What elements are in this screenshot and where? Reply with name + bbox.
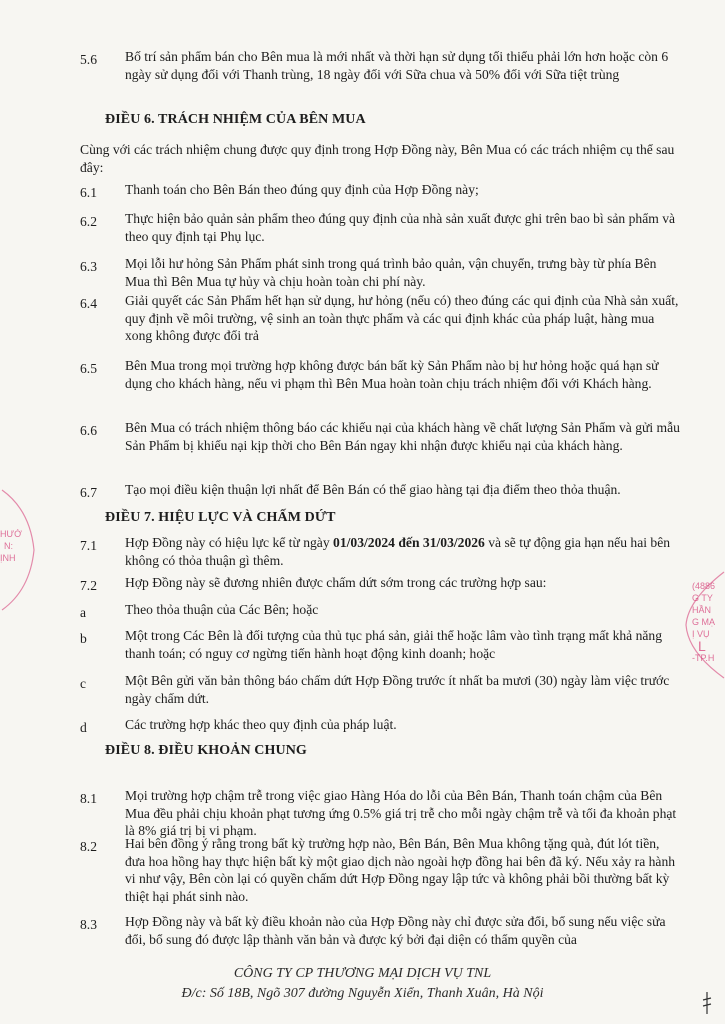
clause-letter: a xyxy=(80,605,87,620)
clause-number: 8.1 xyxy=(80,791,97,806)
clause-number: 6.2 xyxy=(80,214,97,229)
stamp-text-line: HƯỚ xyxy=(0,529,22,539)
clause-text: Giải quyết các Sản Phẩm hết hạn sử dụng, hư hỏng (nếu có) theo đúng các qui định của Nhà sản xuất, quy định về môi trường, vệ sinh an toàn thực phẩm và các qui định khác của pháp luật, hàng mua xong không được đổi trả xyxy=(125,293,679,343)
clause-letter: b xyxy=(80,631,87,646)
clause-text: Một trong Các Bên là đối tượng của thủ tục phá sản, giải thể hoặc lâm vào tình trạng mất khả năng thanh toán; có nguy cơ ngừng tiến hành hoạt động kinh doanh; hoặc xyxy=(125,628,663,661)
clause-text: Thanh toán cho Bên Bán theo đúng quy định của Hợp Đồng này; xyxy=(125,182,479,197)
clause-number: 6.4 xyxy=(80,296,97,311)
clause-text-start: Hợp Đồng này có hiệu lực kể từ ngày xyxy=(125,535,334,550)
clause-number: 5.6 xyxy=(80,52,97,67)
footer-address: Đ/c: Số 18B, Ngõ 307 đường Nguyễn Xiển, Thanh Xuân, Hà Nội xyxy=(181,986,544,1001)
right-stamp-arc xyxy=(680,570,725,680)
stamp-text-line: N: xyxy=(4,541,13,551)
clause-text: Bên Mua trong mọi trường hợp không được bán bất kỳ Sản Phẩm nào bị hư hỏng hoặc quá hạn sử dụng cho khách hàng, nếu vi phạm thì Bên Mua hoàn toàn chịu trách nhiệm đối với Khách hàng. xyxy=(125,358,659,391)
clause-text: Mọi lỗi hư hỏng Sản Phẩm phát sinh trong quá trình bảo quản, vận chuyển, trưng bày từ phía Bên Mua thì Bên Mua tự hủy và chịu hoàn toàn chi phí này. xyxy=(125,256,657,289)
effective-dates: 01/03/2024 đến 31/03/2026 xyxy=(333,535,485,550)
stamp-text-line: HẦN xyxy=(692,605,712,615)
clause-letter: c xyxy=(80,676,87,691)
clause-text: Bên Mua có trách nhiệm thông báo các khiếu nại của khách hàng về chất lượng Sản Phẩm và gửi mẫu Sản Phẩm bị khiếu nại kịp thời cho Bên Bán ngay khi nhận được khiếu nại của khách hàng. xyxy=(125,420,680,453)
clause-text: Bố trí sản phẩm bán cho Bên mua là mới nhất và thời hạn sử dụng tối thiểu phải lớn hơn hoặc còn 6 ngày sử dụng đối với Thanh trùng, 18 ngày đối với Sữa chua và 50% đối với Sữa tiệt trùng xyxy=(125,49,669,82)
footer-company: CÔNG TY CP THƯƠNG MẠI DỊCH VỤ TNL xyxy=(233,966,492,981)
stamp-text-line: ỊNH xyxy=(0,553,16,563)
stamp-text-line: (4886 xyxy=(692,581,716,591)
clause-letter: d xyxy=(80,720,87,735)
article-8-heading: ĐIỀU 8. ĐIỀU KHOẢN CHUNG xyxy=(105,743,307,758)
article-6-intro: Cùng với các trách nhiệm chung được quy định trong Hợp Đồng này, Bên Mua có các trách nhiệm cụ thể sau đây: xyxy=(80,142,675,175)
stamp-text-line: G TY xyxy=(692,593,713,603)
clause-text: Mọi trường hợp chậm trễ trong việc giao Hàng Hóa do lỗi của Bên Bán, Thanh toán chậm của Bên Mua đều phải chịu khoản phạt tương ứng 0.5% giá trị trễ cho mỗi ngày chậm trễ và tối đa khoản phạt là 8% giá trị bị vi phạm. xyxy=(125,788,677,838)
clause-text: Tạo mọi điều kiện thuận lợi nhất để Bên Bán có thể giao hàng tại địa điểm theo thỏa thuận. xyxy=(125,482,621,497)
clause-text-end: và sẽ tự động gia hạn nếu hai bên không có thỏa thuận gì thêm. xyxy=(125,535,671,568)
clause-text xyxy=(125,534,680,569)
clause-number: 6.5 xyxy=(80,361,97,376)
clause-text: Các trường hợp khác theo quy định của pháp luật. xyxy=(125,717,397,732)
clause-number: 7.2 xyxy=(80,578,97,593)
stamp-text-line: Ị VỤ xyxy=(692,629,710,639)
clause-number: 7.1 xyxy=(80,538,97,553)
stamp-text-line: G MẠ xyxy=(692,617,716,627)
clause-text: Hợp Đồng này và bất kỳ điều khoản nào của Hợp Đồng này chỉ được sửa đổi, bổ sung nếu việc sửa đổi, bổ sung đó được lập thành văn bản và được ký bởi đại diện có thẩm quyền của xyxy=(125,914,666,947)
stamp-text-line: L xyxy=(698,638,706,654)
clause-number: 6.3 xyxy=(80,259,97,274)
clause-text: Thực hiện bảo quản sản phẩm theo đúng quy định của nhà sản xuất được ghi trên bao bì sản phẩm và theo quy định tại Phụ lục. xyxy=(125,211,676,244)
left-stamp-arc xyxy=(0,470,40,620)
clause-number: 8.3 xyxy=(80,917,97,932)
article-6-heading: ĐIỀU 6. TRÁCH NHIỆM CỦA BÊN MUA xyxy=(105,112,366,127)
clause-text: Hợp Đồng này sẽ đương nhiên được chấm dứt sớm trong các trường hợp sau: xyxy=(125,575,547,590)
clause-number: 6.7 xyxy=(80,485,97,500)
stamp-text-line: -TP.H xyxy=(692,653,715,663)
clause-text: Theo thỏa thuận của Các Bên; hoặc xyxy=(125,602,319,617)
clause-number: 6.1 xyxy=(80,185,97,200)
clause-text: Hai bên đồng ý rằng trong bất kỳ trường hợp nào, Bên Bán, Bên Mua không tặng quà, đút lót tiền, đưa hoa hồng hay thực hiện bất kỳ một giao dịch nào ngoài hợp đồng hai bên đã ký. Nếu xảy ra hành vi như vậy, Bên còn lại có quyền chấm dứt Hợp Đồng ngay lập tức và không phải bồi thường bất kỳ thiệt hại phát sinh nào. xyxy=(125,836,676,904)
clause-number: 6.6 xyxy=(80,423,97,438)
margin-mark-icon xyxy=(700,990,714,1016)
article-7-heading: ĐIỀU 7. HIỆU LỰC VÀ CHẤM DỨT xyxy=(105,510,336,525)
clause-number: 8.2 xyxy=(80,839,97,854)
clause-text: Một Bên gửi văn bản thông báo chấm dứt Hợp Đồng trước ít nhất ba mươi (30) ngày làm việc trước ngày chấm dứt. xyxy=(125,673,670,706)
